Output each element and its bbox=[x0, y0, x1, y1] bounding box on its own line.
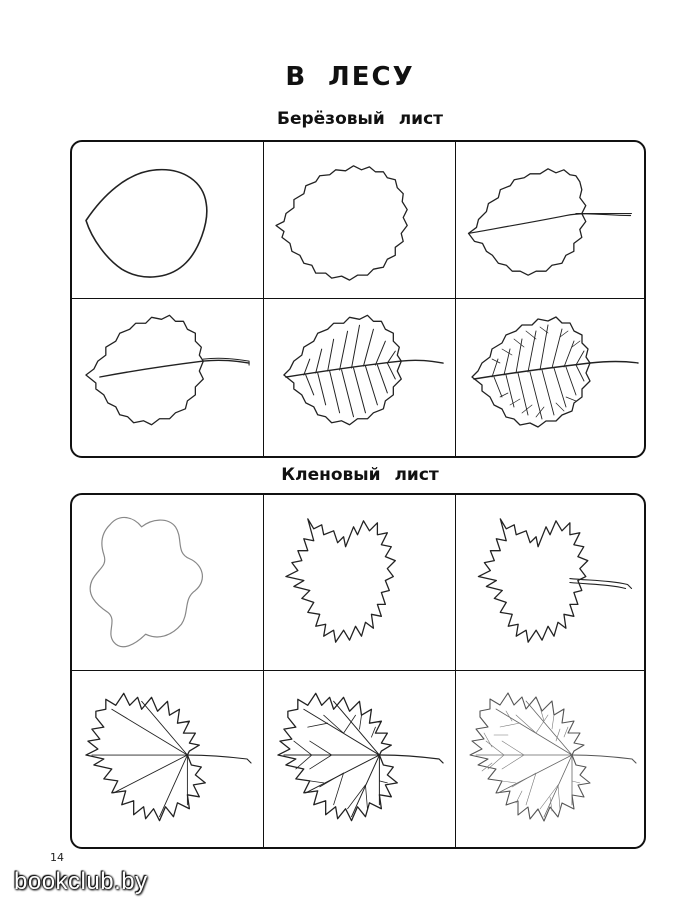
birch-leaf-veins-drawing bbox=[264, 299, 455, 456]
watermark: bookclub.by bbox=[14, 868, 148, 895]
maple-leaf-finished-drawing bbox=[456, 671, 646, 847]
birch-leaf-serrated-drawing bbox=[264, 142, 455, 298]
page-number: 14 bbox=[50, 851, 64, 864]
birch-leaf-outline-drawing bbox=[72, 142, 263, 298]
maple-step-6 bbox=[456, 671, 646, 847]
birch-step-6 bbox=[456, 299, 646, 456]
maple-step-4 bbox=[72, 671, 264, 847]
birch-step-4 bbox=[72, 299, 264, 456]
page-title: В ЛЕСУ bbox=[285, 62, 415, 92]
maple-leaf-blob-drawing bbox=[72, 495, 263, 670]
maple-step-5 bbox=[264, 671, 456, 847]
birch-leaf-detailed-drawing bbox=[456, 299, 646, 456]
maple-steps-grid bbox=[70, 493, 646, 849]
birch-step-2 bbox=[264, 142, 456, 299]
maple-step-2 bbox=[264, 495, 456, 671]
maple-step-1 bbox=[72, 495, 264, 671]
maple-leaf-main-veins-drawing bbox=[72, 671, 263, 847]
birch-section-title: Берёзовый лист bbox=[277, 109, 443, 129]
birch-step-3 bbox=[456, 142, 646, 299]
maple-leaf-jagged-drawing bbox=[264, 495, 455, 670]
birch-leaf-midrib-drawing bbox=[456, 142, 646, 298]
maple-leaf-detailed-veins-drawing bbox=[264, 671, 455, 847]
birch-step-1 bbox=[72, 142, 264, 299]
birch-steps-grid bbox=[70, 140, 646, 458]
birch-leaf-tilted-drawing bbox=[72, 299, 263, 456]
maple-section-title: Кленовый лист bbox=[281, 465, 439, 485]
birch-step-5 bbox=[264, 299, 456, 456]
maple-step-3 bbox=[456, 495, 646, 671]
maple-leaf-stem-drawing bbox=[456, 495, 646, 670]
